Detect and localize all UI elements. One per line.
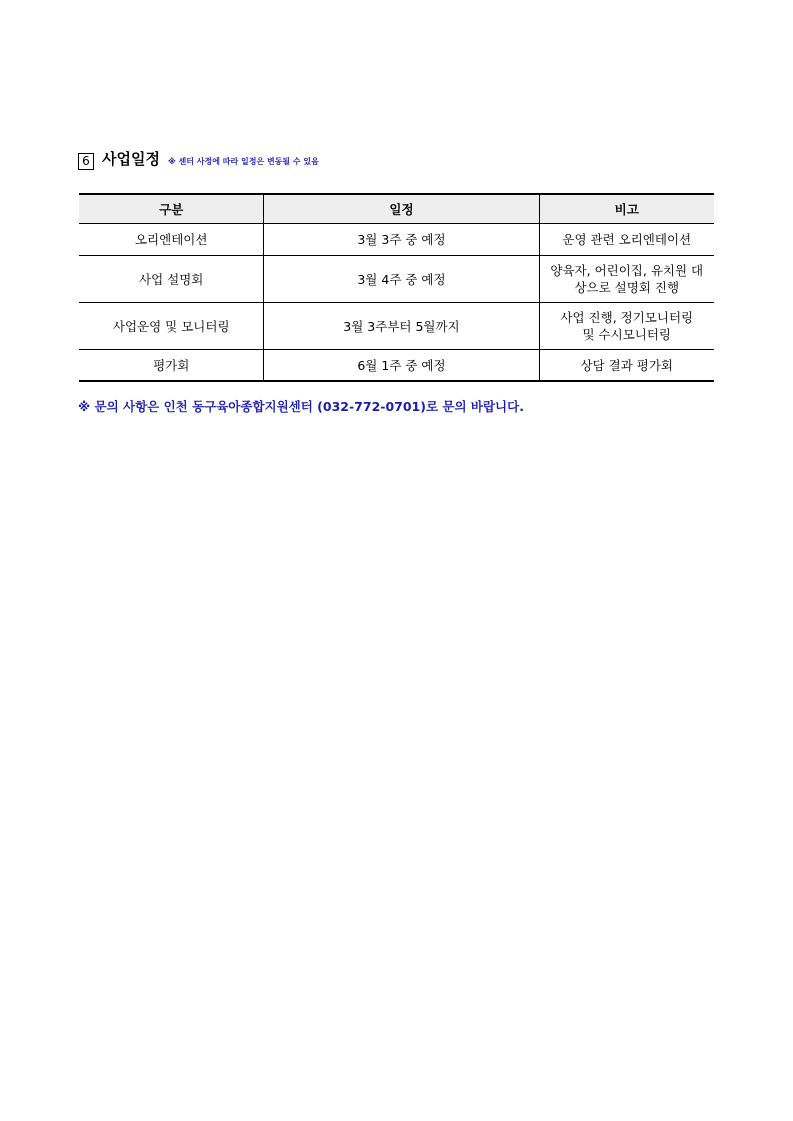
- cell-remarks: [539, 303, 714, 350]
- table-row: [79, 256, 714, 303]
- table-row: [79, 224, 714, 256]
- cell-category: 평가회: [79, 350, 264, 382]
- section-number-box: 6: [78, 153, 94, 170]
- schedule-change-note: ※ 센터 사정에 따라 일정은 변동될 수 있음: [167, 157, 319, 166]
- cell-category: 오리엔테이션: [79, 224, 264, 256]
- remarks-line: 상으로 설명회 진행: [574, 280, 680, 295]
- cell-schedule: 3월 4주 중 예정: [264, 256, 539, 303]
- cell-remarks: [539, 224, 714, 256]
- cell-category: 사업 설명회: [79, 256, 264, 303]
- header-schedule: 일정: [264, 194, 539, 224]
- section-heading: [78, 148, 319, 169]
- table-header-row: [79, 194, 714, 224]
- remarks-line: 및 수시모니터링: [582, 327, 671, 342]
- header-category: 구분: [79, 194, 264, 224]
- cell-schedule: 3월 3주 중 예정: [264, 224, 539, 256]
- cell-schedule: 3월 3주부터 5월까지: [264, 303, 539, 350]
- remarks-line: 상담 결과 평가회: [580, 357, 673, 373]
- cell-remarks: [539, 256, 714, 303]
- table-row: [79, 303, 714, 350]
- remarks-line: 양육자, 어린이집, 유치원 대: [550, 263, 704, 278]
- section-title: 사업일정: [102, 150, 160, 168]
- remarks-line: 사업 진행, 정기모니터링: [560, 310, 694, 325]
- cell-category: 사업운영 및 모니터링: [79, 303, 264, 350]
- cell-remarks: [539, 350, 714, 382]
- header-remarks: 비고: [539, 194, 714, 224]
- schedule-table: [79, 193, 714, 382]
- table-row: [79, 350, 714, 382]
- cell-schedule: 6월 1주 중 예정: [264, 350, 539, 382]
- remarks-line: 운영 관련 오리엔테이션: [562, 232, 692, 247]
- inquiry-note: ※ 문의 사항은 인천 동구육아종합지원센터 (032-772-0701)로 문의 바랍니다.: [78, 399, 524, 414]
